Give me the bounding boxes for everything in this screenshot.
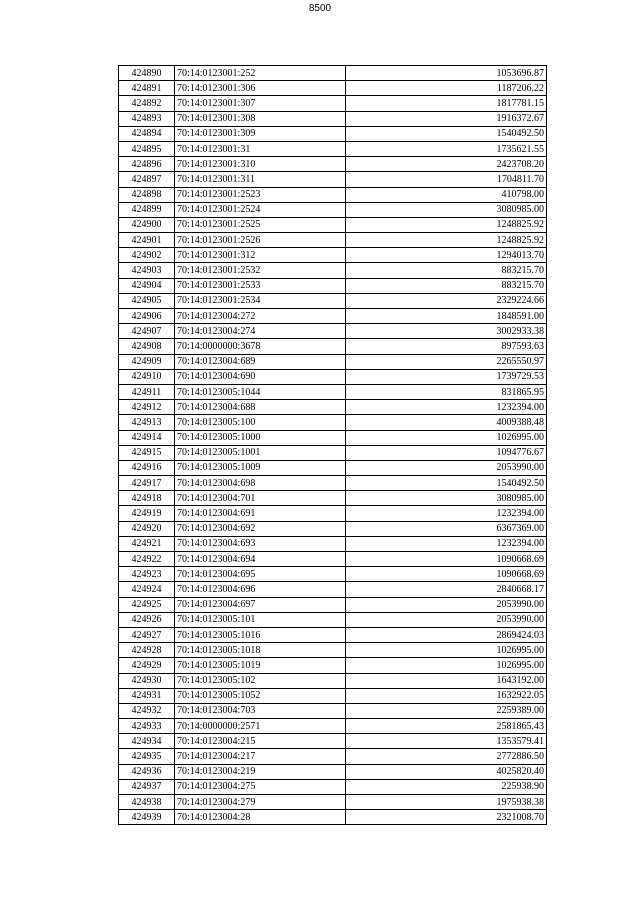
table-row <box>119 567 547 582</box>
cadastral-number-cell: 70:14:0123001:2525 <box>175 217 346 232</box>
cadastral-number-cell: 70:14:0123001:310 <box>175 157 346 172</box>
table-row <box>119 172 547 187</box>
cadastral-number-cell: 70:14:0123005:1009 <box>175 460 346 475</box>
cadastral-value-cell: 1643192.00 <box>346 673 547 688</box>
table-row <box>119 506 547 521</box>
cadastral-value-cell: 1090668.69 <box>346 552 547 567</box>
cadastral-number-cell: 70:14:0123004:219 <box>175 764 346 779</box>
table-row <box>119 354 547 369</box>
row-number-cell: 424928 <box>119 643 175 658</box>
row-number-cell: 424914 <box>119 430 175 445</box>
cadastral-value-cell: 2259389.00 <box>346 703 547 718</box>
table-row <box>119 369 547 384</box>
cadastral-value-cell: 2869424.03 <box>346 627 547 642</box>
cadastral-value-cell: 1026995.00 <box>346 430 547 445</box>
cadastral-value-cell: 1735621.55 <box>346 141 547 156</box>
cadastral-number-cell: 70:14:0123004:28 <box>175 810 346 825</box>
table-row <box>119 309 547 324</box>
row-number-cell: 424909 <box>119 354 175 369</box>
cadastral-number-cell: 70:14:0123001:252 <box>175 66 346 81</box>
cadastral-value-cell: 2265550.97 <box>346 354 547 369</box>
cadastral-number-cell: 70:14:0123004:279 <box>175 795 346 810</box>
table-row <box>119 126 547 141</box>
row-number-cell: 424919 <box>119 506 175 521</box>
cadastral-value-cell: 1187206.22 <box>346 81 547 96</box>
table-row <box>119 278 547 293</box>
cadastral-value-table <box>118 65 547 825</box>
table-row <box>119 779 547 794</box>
cadastral-value-cell: 1540492.50 <box>346 126 547 141</box>
table-row <box>119 795 547 810</box>
table-row <box>119 400 547 415</box>
cadastral-number-cell: 70:14:0123005:1018 <box>175 643 346 658</box>
row-number-cell: 424921 <box>119 536 175 551</box>
cadastral-value-cell: 1540492.50 <box>346 476 547 491</box>
row-number-cell: 424937 <box>119 779 175 794</box>
row-number-cell: 424906 <box>119 309 175 324</box>
cadastral-value-cell: 3080985.00 <box>346 491 547 506</box>
table-row <box>119 476 547 491</box>
cadastral-number-cell: 70:14:0123004:690 <box>175 369 346 384</box>
cadastral-number-cell: 70:14:0123004:689 <box>175 354 346 369</box>
table-row <box>119 66 547 81</box>
cadastral-value-cell: 2053990.00 <box>346 612 547 627</box>
cadastral-number-cell: 70:14:0123005:100 <box>175 415 346 430</box>
cadastral-value-cell: 1232394.00 <box>346 400 547 415</box>
cadastral-value-cell: 1739729.53 <box>346 369 547 384</box>
cadastral-number-cell: 70:14:0123001:2524 <box>175 202 346 217</box>
cadastral-value-cell: 2321008.70 <box>346 810 547 825</box>
table-row <box>119 460 547 475</box>
row-number-cell: 424917 <box>119 476 175 491</box>
cadastral-value-cell: 2423708.20 <box>346 157 547 172</box>
table-row <box>119 749 547 764</box>
table-row <box>119 719 547 734</box>
cadastral-number-cell: 70:14:0123004:691 <box>175 506 346 521</box>
cadastral-number-cell: 70:14:0123004:701 <box>175 491 346 506</box>
row-number-cell: 424913 <box>119 415 175 430</box>
row-number-cell: 424925 <box>119 597 175 612</box>
table-row <box>119 430 547 445</box>
cadastral-value-cell: 1632922.05 <box>346 688 547 703</box>
cadastral-value-cell: 1094776.67 <box>346 445 547 460</box>
table-row <box>119 491 547 506</box>
cadastral-number-cell: 70:14:0123005:1044 <box>175 384 346 399</box>
table-row <box>119 248 547 263</box>
cadastral-value-cell: 1026995.00 <box>346 658 547 673</box>
row-number-cell: 424891 <box>119 81 175 96</box>
cadastral-number-cell: 70:14:0123005:101 <box>175 612 346 627</box>
cadastral-number-cell: 70:14:0123004:692 <box>175 521 346 536</box>
row-number-cell: 424935 <box>119 749 175 764</box>
table-row <box>119 233 547 248</box>
cadastral-value-cell: 1704811.70 <box>346 172 547 187</box>
cadastral-number-cell: 70:14:0000000:2571 <box>175 719 346 734</box>
table-row <box>119 597 547 612</box>
row-number-cell: 424899 <box>119 202 175 217</box>
row-number-cell: 424930 <box>119 673 175 688</box>
table-row <box>119 536 547 551</box>
row-number-cell: 424927 <box>119 627 175 642</box>
table-row <box>119 810 547 825</box>
cadastral-number-cell: 70:14:0123004:696 <box>175 582 346 597</box>
cadastral-number-cell: 70:14:0123001:2533 <box>175 278 346 293</box>
row-number-cell: 424901 <box>119 233 175 248</box>
table-row <box>119 157 547 172</box>
table-row <box>119 703 547 718</box>
cadastral-number-cell: 70:14:0123001:311 <box>175 172 346 187</box>
row-number-cell: 424920 <box>119 521 175 536</box>
row-number-cell: 424895 <box>119 141 175 156</box>
row-number-cell: 424929 <box>119 658 175 673</box>
row-number-cell: 424902 <box>119 248 175 263</box>
row-number-cell: 424904 <box>119 278 175 293</box>
table-row <box>119 582 547 597</box>
table-row <box>119 81 547 96</box>
cadastral-value-cell: 2772886.50 <box>346 749 547 764</box>
table-row <box>119 445 547 460</box>
cadastral-value-cell: 1975938.38 <box>346 795 547 810</box>
row-number-cell: 424900 <box>119 217 175 232</box>
cadastral-number-cell: 70:14:0123004:272 <box>175 309 346 324</box>
cadastral-number-cell: 70:14:0123004:217 <box>175 749 346 764</box>
cadastral-number-cell: 70:14:0123004:695 <box>175 567 346 582</box>
row-number-cell: 424931 <box>119 688 175 703</box>
cadastral-number-cell: 70:14:0123001:309 <box>175 126 346 141</box>
row-number-cell: 424896 <box>119 157 175 172</box>
cadastral-value-cell: 1353579.41 <box>346 734 547 749</box>
cadastral-number-cell: 70:14:0123001:307 <box>175 96 346 111</box>
table-row <box>119 111 547 126</box>
cadastral-value-cell: 897593.63 <box>346 339 547 354</box>
row-number-cell: 424903 <box>119 263 175 278</box>
table-row <box>119 627 547 642</box>
cadastral-value-cell: 1232394.00 <box>346 536 547 551</box>
row-number-cell: 424916 <box>119 460 175 475</box>
table-row <box>119 521 547 536</box>
table-row <box>119 384 547 399</box>
row-number-cell: 424890 <box>119 66 175 81</box>
row-number-cell: 424923 <box>119 567 175 582</box>
table-row <box>119 324 547 339</box>
cadastral-number-cell: 70:14:0123001:31 <box>175 141 346 156</box>
cadastral-value-cell: 2053990.00 <box>346 460 547 475</box>
row-number-cell: 424892 <box>119 96 175 111</box>
row-number-cell: 424910 <box>119 369 175 384</box>
cadastral-value-cell: 1026995.00 <box>346 643 547 658</box>
table-body <box>119 66 547 825</box>
table-row <box>119 293 547 308</box>
cadastral-number-cell: 70:14:0123005:1052 <box>175 688 346 703</box>
row-number-cell: 424893 <box>119 111 175 126</box>
cadastral-number-cell: 70:14:0123001:2532 <box>175 263 346 278</box>
cadastral-value-cell: 1848591.00 <box>346 309 547 324</box>
cadastral-number-cell: 70:14:0123001:2526 <box>175 233 346 248</box>
row-number-cell: 424908 <box>119 339 175 354</box>
cadastral-value-cell: 6367369.00 <box>346 521 547 536</box>
table-row <box>119 339 547 354</box>
cadastral-value-cell: 1232394.00 <box>346 506 547 521</box>
table-row <box>119 202 547 217</box>
cadastral-value-cell: 3080985.00 <box>346 202 547 217</box>
cadastral-number-cell: 70:14:0123001:312 <box>175 248 346 263</box>
row-number-cell: 424936 <box>119 764 175 779</box>
table-row <box>119 764 547 779</box>
row-number-cell: 424926 <box>119 612 175 627</box>
cadastral-value-cell: 2053990.00 <box>346 597 547 612</box>
cadastral-value-cell: 883215.70 <box>346 263 547 278</box>
table-row <box>119 552 547 567</box>
cadastral-value-cell: 3002933.38 <box>346 324 547 339</box>
cadastral-number-cell: 70:14:0123005:1000 <box>175 430 346 445</box>
table-row <box>119 141 547 156</box>
table-row <box>119 263 547 278</box>
row-number-cell: 424924 <box>119 582 175 597</box>
cadastral-number-cell: 70:14:0123001:2534 <box>175 293 346 308</box>
table-row <box>119 658 547 673</box>
cadastral-value-cell: 1053696.87 <box>346 66 547 81</box>
cadastral-number-cell: 70:14:0123001:2523 <box>175 187 346 202</box>
table-row <box>119 612 547 627</box>
row-number-cell: 424932 <box>119 703 175 718</box>
cadastral-value-cell: 2581865.43 <box>346 719 547 734</box>
cadastral-number-cell: 70:14:0123005:1001 <box>175 445 346 460</box>
cadastral-value-cell: 2840668.17 <box>346 582 547 597</box>
cadastral-value-cell: 1090668.69 <box>346 567 547 582</box>
cadastral-value-cell: 1248825.92 <box>346 233 547 248</box>
row-number-cell: 424911 <box>119 384 175 399</box>
cadastral-number-cell: 70:14:0123004:703 <box>175 703 346 718</box>
row-number-cell: 424915 <box>119 445 175 460</box>
cadastral-value-cell: 831865.95 <box>346 384 547 399</box>
row-number-cell: 424934 <box>119 734 175 749</box>
table-row <box>119 673 547 688</box>
cadastral-value-cell: 1817781.15 <box>346 96 547 111</box>
table-row <box>119 187 547 202</box>
table-row <box>119 217 547 232</box>
row-number-cell: 424933 <box>119 719 175 734</box>
row-number-cell: 424922 <box>119 552 175 567</box>
table-row <box>119 643 547 658</box>
cadastral-value-cell: 1248825.92 <box>346 217 547 232</box>
cadastral-value-cell: 4009388.48 <box>346 415 547 430</box>
cadastral-number-cell: 70:14:0123005:1016 <box>175 627 346 642</box>
cadastral-number-cell: 70:14:0123004:274 <box>175 324 346 339</box>
cadastral-number-cell: 70:14:0123004:697 <box>175 597 346 612</box>
cadastral-number-cell: 70:14:0123005:102 <box>175 673 346 688</box>
cadastral-number-cell: 70:14:0123004:275 <box>175 779 346 794</box>
cadastral-number-cell: 70:14:0123004:688 <box>175 400 346 415</box>
cadastral-number-cell: 70:14:0123001:306 <box>175 81 346 96</box>
cadastral-number-cell: 70:14:0123001:308 <box>175 111 346 126</box>
page-number: 8500 <box>308 3 332 14</box>
row-number-cell: 424898 <box>119 187 175 202</box>
row-number-cell: 424938 <box>119 795 175 810</box>
table-row <box>119 688 547 703</box>
cadastral-number-cell: 70:14:0000000:3678 <box>175 339 346 354</box>
row-number-cell: 424897 <box>119 172 175 187</box>
row-number-cell: 424894 <box>119 126 175 141</box>
cadastral-value-cell: 2329224.66 <box>346 293 547 308</box>
row-number-cell: 424918 <box>119 491 175 506</box>
cadastral-number-cell: 70:14:0123004:694 <box>175 552 346 567</box>
cadastral-number-cell: 70:14:0123004:693 <box>175 536 346 551</box>
table-row <box>119 734 547 749</box>
cadastral-number-cell: 70:14:0123005:1019 <box>175 658 346 673</box>
table-row <box>119 415 547 430</box>
cadastral-value-cell: 410798.00 <box>346 187 547 202</box>
cadastral-number-cell: 70:14:0123004:698 <box>175 476 346 491</box>
row-number-cell: 424912 <box>119 400 175 415</box>
row-number-cell: 424907 <box>119 324 175 339</box>
cadastral-value-cell: 883215.70 <box>346 278 547 293</box>
row-number-cell: 424905 <box>119 293 175 308</box>
row-number-cell: 424939 <box>119 810 175 825</box>
cadastral-number-cell: 70:14:0123004:215 <box>175 734 346 749</box>
cadastral-value-cell: 4025820.40 <box>346 764 547 779</box>
cadastral-value-cell: 1294013.70 <box>346 248 547 263</box>
table-row <box>119 96 547 111</box>
cadastral-value-cell: 1916372.67 <box>346 111 547 126</box>
cadastral-value-cell: 225938.90 <box>346 779 547 794</box>
